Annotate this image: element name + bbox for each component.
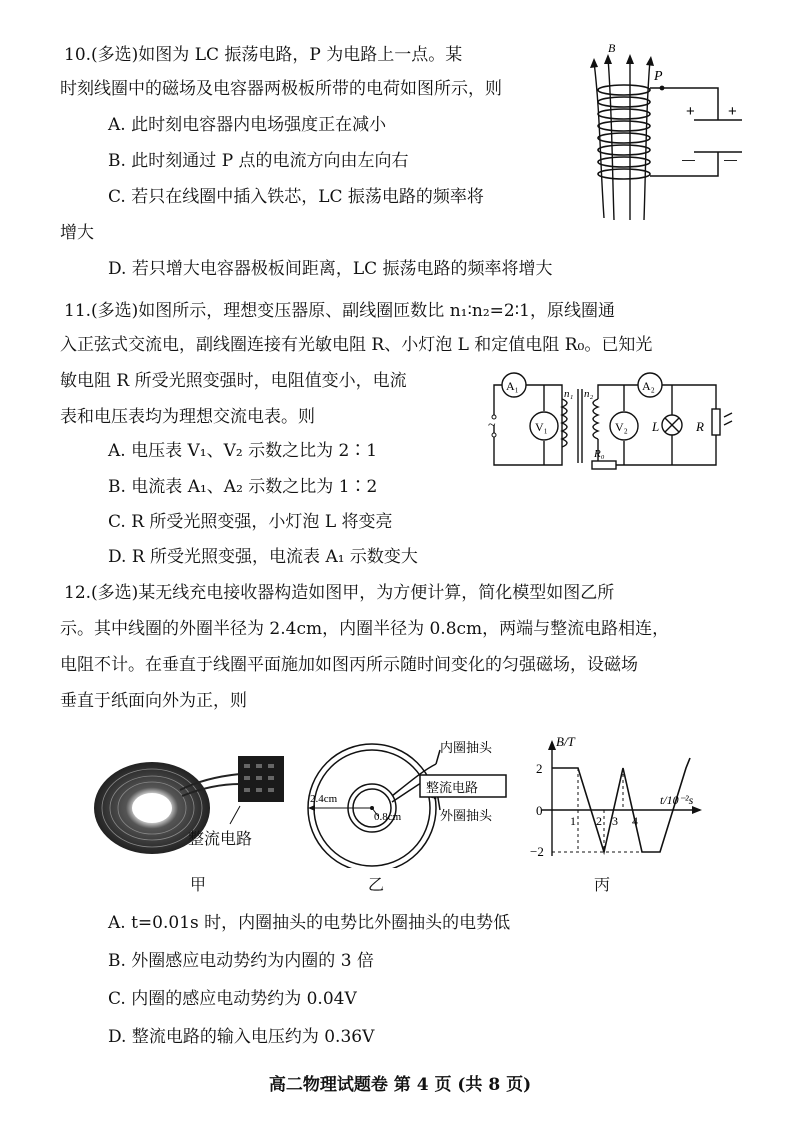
figure-bing-caption: 丙 [594,875,611,894]
q10-stem-line2: 时刻线圈中的磁场及电容器两极板所带的电荷如图所示，则 [60,79,502,99]
capacitor-minus-right: — [724,152,737,167]
q11-stem-line4: 表和电压表均为理想交流电表。则 [60,407,315,427]
q10-option-d: D. 若只增大电容器极板间距离，LC 振荡电路的频率将增大 [108,259,553,279]
q12-stem-line1: 12.(多选)某无线充电接收器构造如图甲，为方便计算，简化模型如图乙所 [64,583,615,603]
q11-stem-line1: 11.(多选)如图所示，理想变压器原、副线圈匝数比 n₁∶n₂=2∶1，原线圈通 [64,301,615,321]
q10-option-c-line2: 增大 [60,223,94,243]
lc-point-p-label: P [654,69,663,84]
q11-stem-line2: 入正弦式交流电，副线圈连接有光敏电阻 R、小灯泡 L 和定值电阻 R₀。已知光 [60,335,653,355]
q11-option-d: D. R 所受光照变强，电流表 A₁ 示数变大 [108,547,418,567]
ac-source-symbol: ~ [488,418,496,433]
inner-tap-label: 内圈抽头 [440,741,493,756]
capacitor-minus-left: — [682,152,695,167]
bing-tick-t1: 1 [570,814,576,828]
figure-jia-label: 整流电路 [188,829,253,848]
primary-turns-label: n₁ [564,388,574,400]
q10-option-a: A. 此时刻电容器内电场强度正在减小 [108,115,387,135]
figure-yi-caption: 乙 [368,875,385,894]
voltmeter-v1-label: V₁ [535,420,548,434]
lc-circuit-figure [582,40,762,225]
q12-stem-line4: 垂直于纸面向外为正，则 [60,691,247,711]
outer-tap-label: 外圈抽头 [440,809,493,824]
q11-stem-line3: 敏电阻 R 所受光照变强时，电阻值变小，电流 [60,371,407,391]
bing-tick-y-neg: −2 [530,844,544,859]
inner-radius-label: 0.8cm [374,811,402,823]
lamp-l-label: L [652,419,660,434]
bing-y-axis-label: B/T [556,734,575,749]
transformer-circuit-figure [484,365,740,480]
figure-jia-caption: 甲 [190,875,207,894]
bing-tick-y-zero: 0 [536,803,543,818]
ammeter-a2-label: A₂ [642,379,655,393]
bing-tick-y-pos: 2 [536,761,543,776]
rectifier-box-label: 整流电路 [426,781,479,796]
q11-option-b: B. 电流表 A₁、A₂ 示数之比为 1∶2 [108,477,378,497]
q10-option-c-line1: C. 若只在线圈中插入铁芯，LC 振荡电路的频率将 [108,187,484,207]
outer-radius-label: 2.4cm [310,793,338,805]
voltmeter-v2-label: V₂ [615,420,628,434]
figure-yi-coil-model [300,728,516,868]
q10-option-b: B. 此时刻通过 P 点的电流方向由左向右 [108,151,409,171]
bing-tick-t4: 4 [632,814,638,828]
figure-bing-bt-graph [522,728,718,868]
q12-stem-line3: 电阻不计。在垂直于线圈平面施加如图丙所示随时间变化的匀强磁场，设磁场 [60,655,638,675]
bing-tick-t3: 3 [612,814,618,828]
page-footer-text: 高二物理试题卷 第 4 页 (共 8 页) [268,1075,532,1095]
ammeter-a1-label: A₁ [506,379,519,393]
bing-x-axis-label: t/10⁻²s [660,793,694,807]
capacitor-plus-left: + [686,103,695,120]
q12-option-a: A. t=0.01s 时，内圈抽头的电势比外圈抽头的电势低 [108,913,511,933]
bing-tick-t2: 2 [596,814,602,828]
q12-option-c: C. 内圈的感应电动势约为 0.04V [108,989,357,1009]
photoresistor-r-label: R [696,419,704,434]
q11-option-a: A. 电压表 V₁、V₂ 示数之比为 2∶1 [108,441,378,461]
q12-option-b: B. 外圈感应电动势约为内圈的 3 倍 [108,951,374,971]
lc-field-b-label: B [608,41,616,55]
q10-stem-line1: 10.(多选)如图为 LC 振荡电路，P 为电路上一点。某 [64,45,463,65]
secondary-turns-label: n₂ [584,388,594,400]
q11-option-c: C. R 所受光照变强，小灯泡 L 将变亮 [108,512,393,532]
page-footer [0,1070,800,1095]
resistor-r0-label: R₀ [594,448,605,460]
capacitor-plus-right: + [728,103,737,120]
q12-option-d: D. 整流电路的输入电压约为 0.36V [108,1027,375,1047]
q12-stem-line2: 示。其中线圈的外圈半径为 2.4cm，内圈半径为 0.8cm，两端与整流电路相连， [60,619,670,639]
